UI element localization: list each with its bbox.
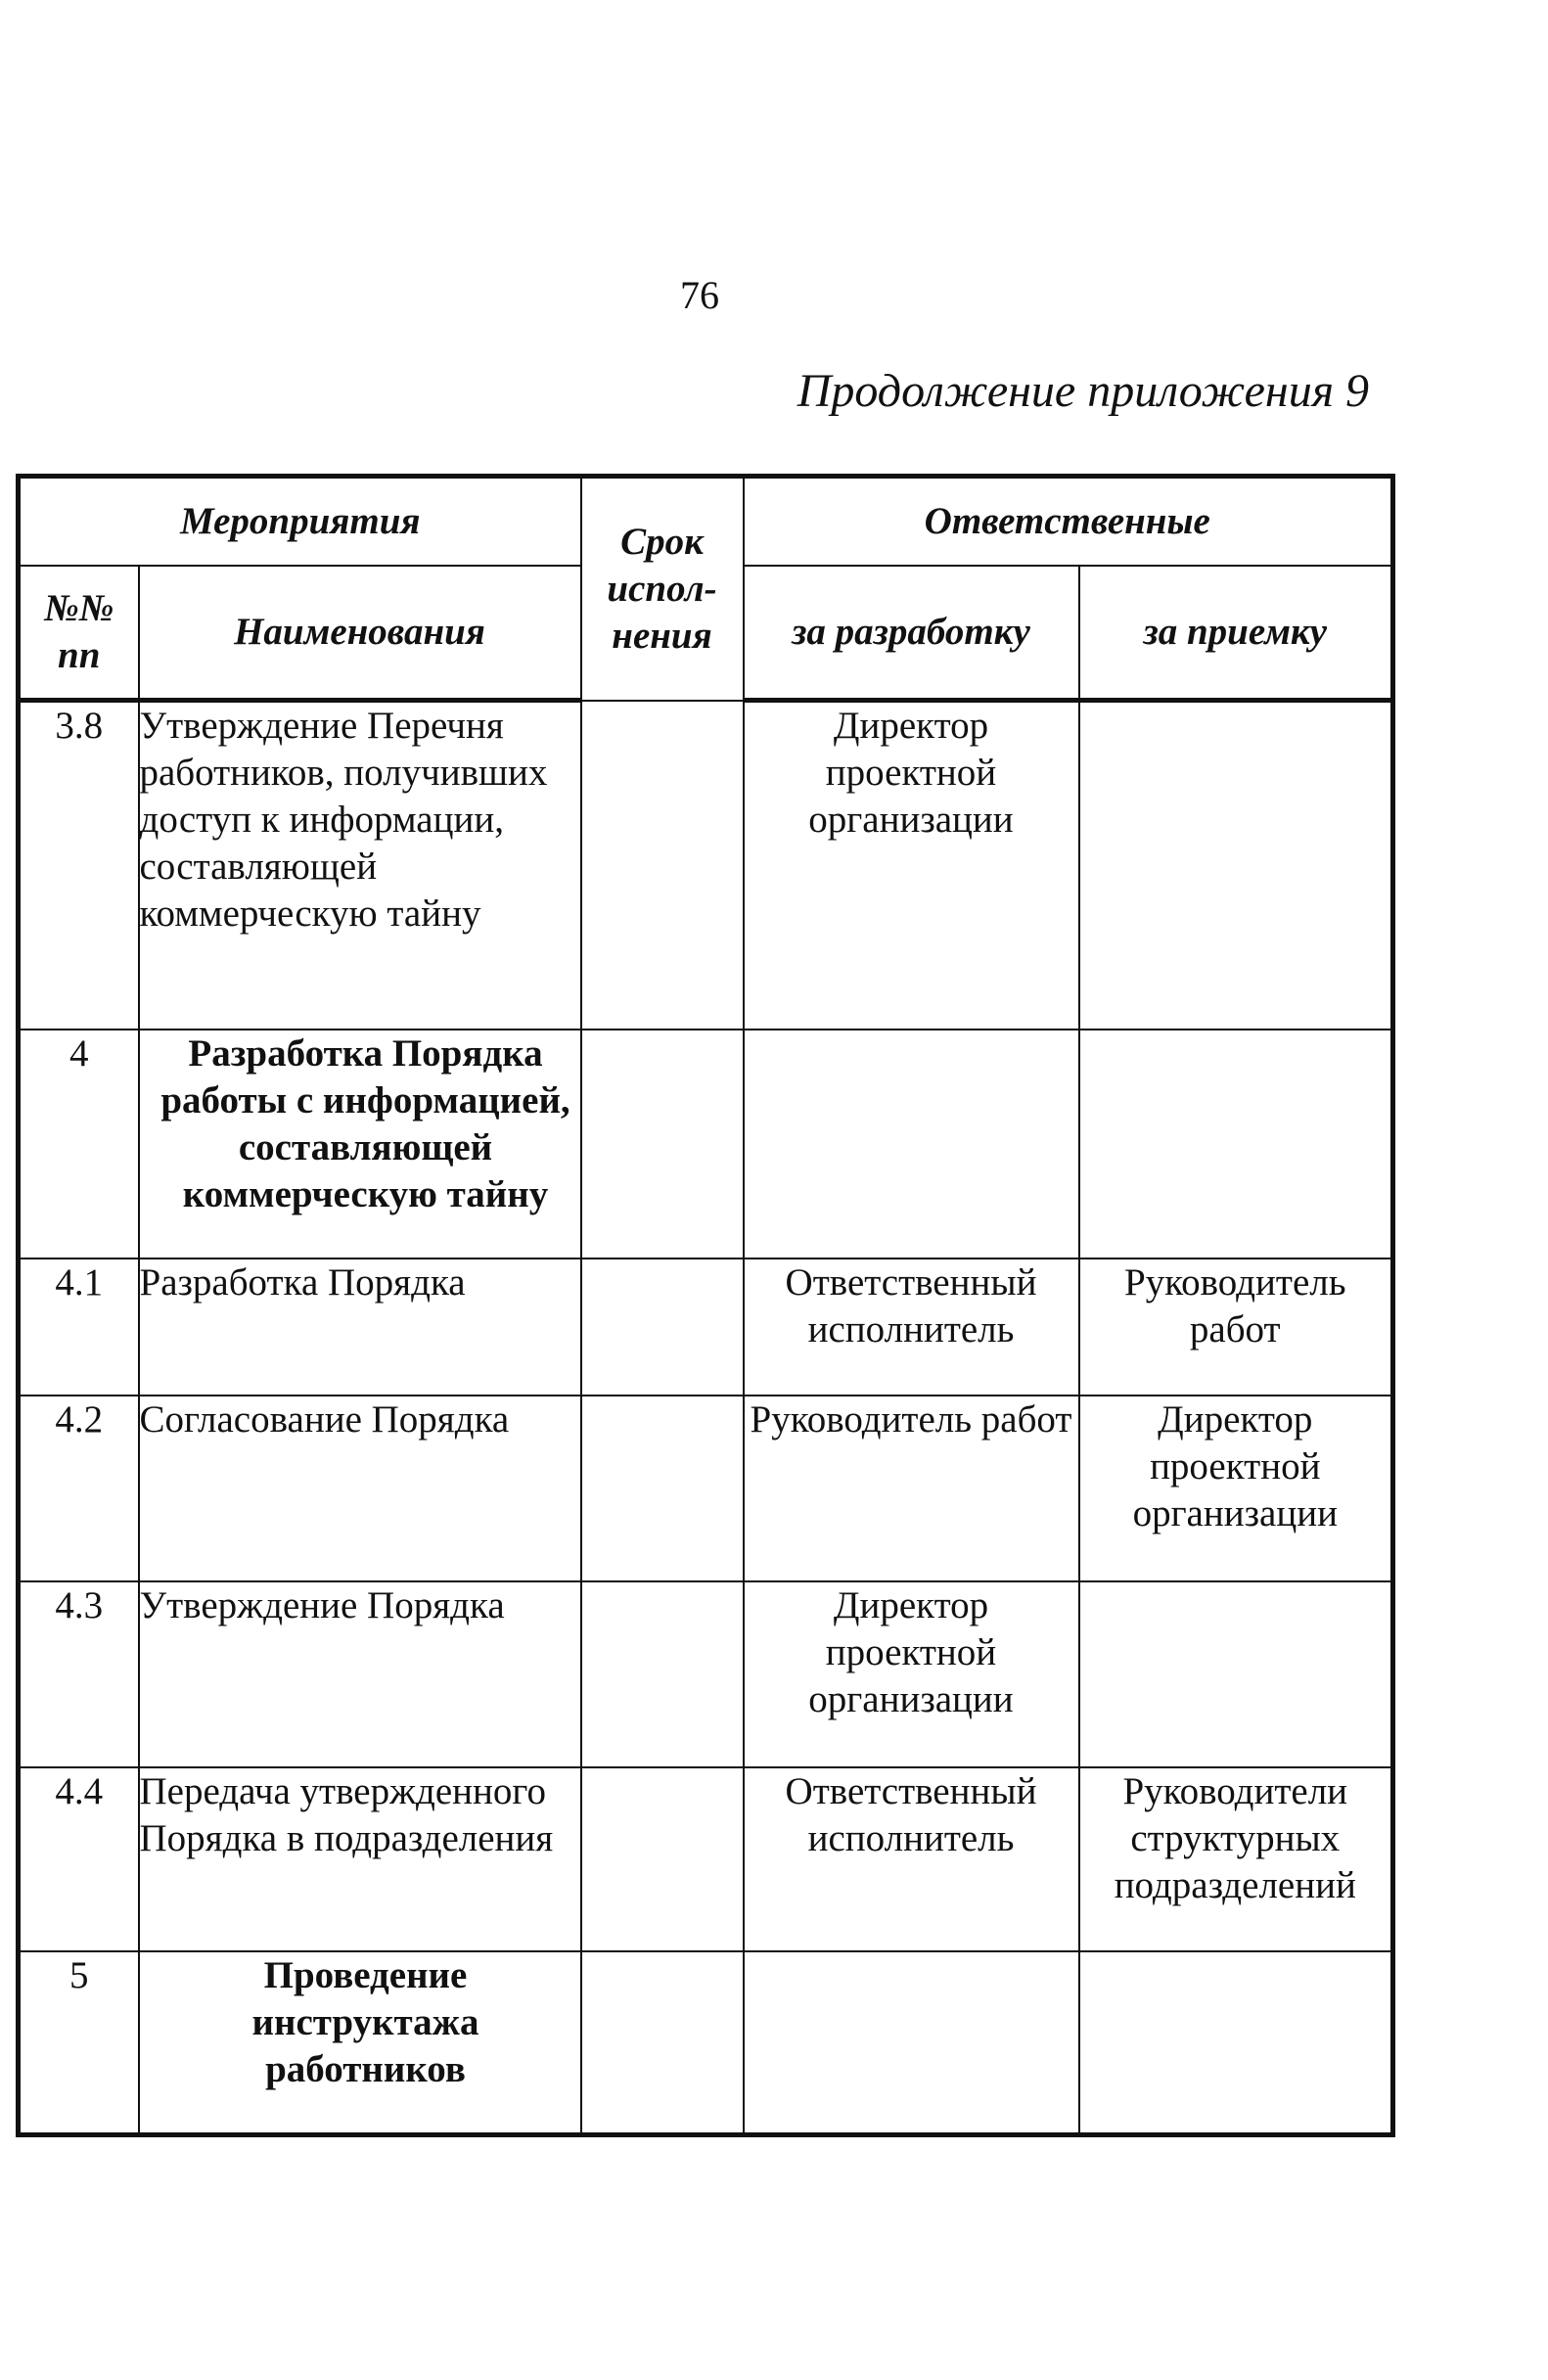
header-term: Срок испол- нения [581, 477, 744, 701]
row-acceptance [1079, 1030, 1393, 1259]
header-names: Наименования [139, 566, 581, 701]
row-number: 3.8 [19, 701, 139, 1030]
row-acceptance: Директор проектной организации [1079, 1396, 1393, 1581]
table-row [19, 701, 1393, 1030]
header-row-top [19, 477, 1393, 567]
measures-table [16, 474, 1395, 2137]
table-row [19, 1581, 1393, 1767]
row-term [581, 1581, 744, 1767]
table-row [19, 1951, 1393, 2135]
row-acceptance: Руководители структурных подразделений [1079, 1767, 1393, 1951]
row-name: Разработка Порядка работы с информацией, составляющей коммерческую тайну [139, 1030, 581, 1259]
header-responsible: Ответственные [744, 477, 1393, 567]
row-development: Руководитель работ [744, 1396, 1079, 1581]
row-number: 4.2 [19, 1396, 139, 1581]
row-term [581, 1030, 744, 1259]
row-name: Проведение инструктажа работников [139, 1951, 581, 2135]
table-row [19, 1030, 1393, 1259]
row-development: Директор проектной организации [744, 1581, 1079, 1767]
row-number: 4 [19, 1030, 139, 1259]
row-name: Разработка Порядка [139, 1259, 581, 1396]
row-number: 4.3 [19, 1581, 139, 1767]
row-term [581, 1767, 744, 1951]
row-term [581, 1396, 744, 1581]
row-development [744, 1030, 1079, 1259]
row-development: Ответственный исполнитель [744, 1767, 1079, 1951]
header-for-acceptance: за приемку [1079, 566, 1393, 701]
row-name: Утверждение Порядка [139, 1581, 581, 1767]
row-term [581, 701, 744, 1030]
header-number: №№ пп [19, 566, 139, 701]
row-acceptance [1079, 701, 1393, 1030]
row-number: 4.1 [19, 1259, 139, 1396]
row-development: Директор проектной организации [744, 701, 1079, 1030]
row-name: Утверждение Перечня работников, получивших доступ к информации, составляющей коммерческую тайну [139, 701, 581, 1030]
header-for-development: за разработку [744, 566, 1079, 701]
row-acceptance [1079, 1581, 1393, 1767]
row-name: Передача утвержденного Порядка в подразделения [139, 1767, 581, 1951]
row-acceptance: Руководитель работ [1079, 1259, 1393, 1396]
row-development [744, 1951, 1079, 2135]
table-row [19, 1259, 1393, 1396]
continuation-title: Продолжение приложения 9 [797, 365, 1369, 417]
row-number: 5 [19, 1951, 139, 2135]
row-number: 4.4 [19, 1767, 139, 1951]
table-row [19, 1767, 1393, 1951]
header-measures: Мероприятия [19, 477, 581, 567]
row-name: Согласование Порядка [139, 1396, 581, 1581]
table-row [19, 1396, 1393, 1581]
page-number: 76 [680, 273, 719, 317]
row-term [581, 1259, 744, 1396]
row-acceptance [1079, 1951, 1393, 2135]
row-development: Ответственный исполнитель [744, 1259, 1079, 1396]
row-term [581, 1951, 744, 2135]
